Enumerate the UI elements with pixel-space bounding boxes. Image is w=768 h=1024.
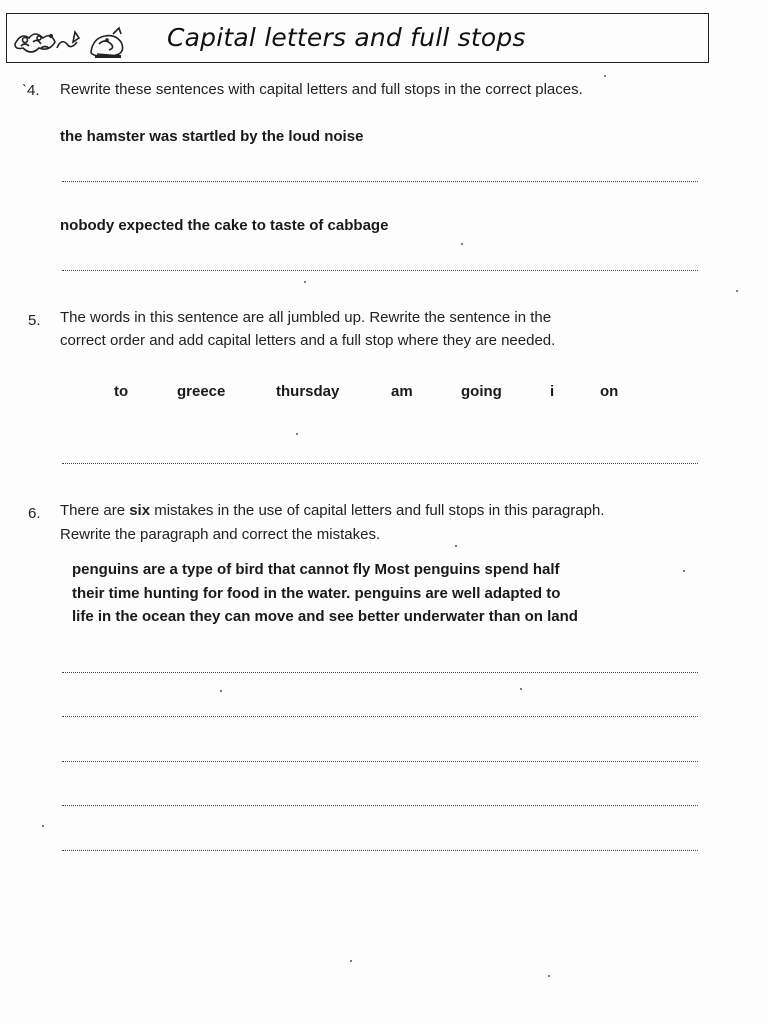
question-5-number: 5. — [28, 312, 41, 329]
question-6-instruction-line-1 — [60, 502, 604, 519]
question-4-instruction: Rewrite these sentences with capital letters and full stops in the correct places. — [60, 81, 583, 98]
decorative-logo-icon — [11, 24, 146, 60]
jumbled-word: greece — [177, 383, 226, 400]
scan-speck — [548, 975, 550, 977]
jumbled-word: to — [114, 383, 129, 400]
q6-answer-line-5[interactable] — [62, 850, 698, 851]
question-6-number: 6. — [28, 505, 41, 522]
q4-answer-line-2[interactable] — [62, 270, 698, 271]
scan-speck — [736, 290, 738, 292]
title-box — [6, 13, 709, 63]
question-5-instruction-line-2: correct order and add capital letters and a full stop where they are needed. — [60, 332, 556, 349]
question-4-number: `4. — [22, 82, 40, 99]
q6-paragraph-line-3: life in the ocean they can move and see better underwater than on land — [72, 608, 578, 625]
q4-sentence-2: nobody expected the cake to taste of cabbage — [60, 217, 389, 234]
q6-instruction-before: There are — [60, 502, 130, 519]
q6-answer-line-2[interactable] — [62, 716, 698, 717]
scan-speck — [296, 433, 298, 435]
scan-speck — [604, 75, 606, 77]
question-6-instruction-line-2: Rewrite the paragraph and correct the mistakes. — [60, 526, 381, 543]
scan-speck — [350, 960, 352, 962]
jumbled-word: thursday — [276, 383, 340, 400]
scan-speck — [461, 243, 463, 245]
q6-answer-line-1[interactable] — [62, 672, 698, 673]
q6-answer-line-3[interactable] — [62, 761, 698, 762]
q6-paragraph-line-2: their time hunting for food in the water. penguins are well adapted to — [72, 585, 561, 602]
q6-instruction-after: mistakes in the use of capital letters and full stops in this paragraph. — [150, 502, 605, 519]
jumbled-word: i — [550, 383, 555, 400]
worksheet-title: Capital letters and full stops — [167, 23, 526, 52]
scan-speck — [520, 688, 522, 690]
q5-answer-line[interactable] — [62, 463, 698, 464]
q6-instruction-bold: six — [129, 502, 151, 519]
scan-speck — [42, 825, 44, 827]
scan-speck — [683, 570, 685, 572]
q4-answer-line-1[interactable] — [62, 181, 698, 182]
question-5-instruction-line-1: The words in this sentence are all jumbled up. Rewrite the sentence in the — [60, 309, 552, 326]
scan-speck — [455, 545, 457, 547]
q6-paragraph-line-1: penguins are a type of bird that cannot fly Most penguins spend half — [72, 561, 560, 578]
jumbled-word: on — [600, 383, 619, 400]
jumbled-word: going — [461, 383, 502, 400]
q4-sentence-1: the hamster was startled by the loud noise — [60, 128, 364, 145]
scan-speck — [220, 690, 222, 692]
q6-answer-line-4[interactable] — [62, 805, 698, 806]
scan-speck — [304, 281, 306, 283]
jumbled-word: am — [391, 383, 413, 400]
